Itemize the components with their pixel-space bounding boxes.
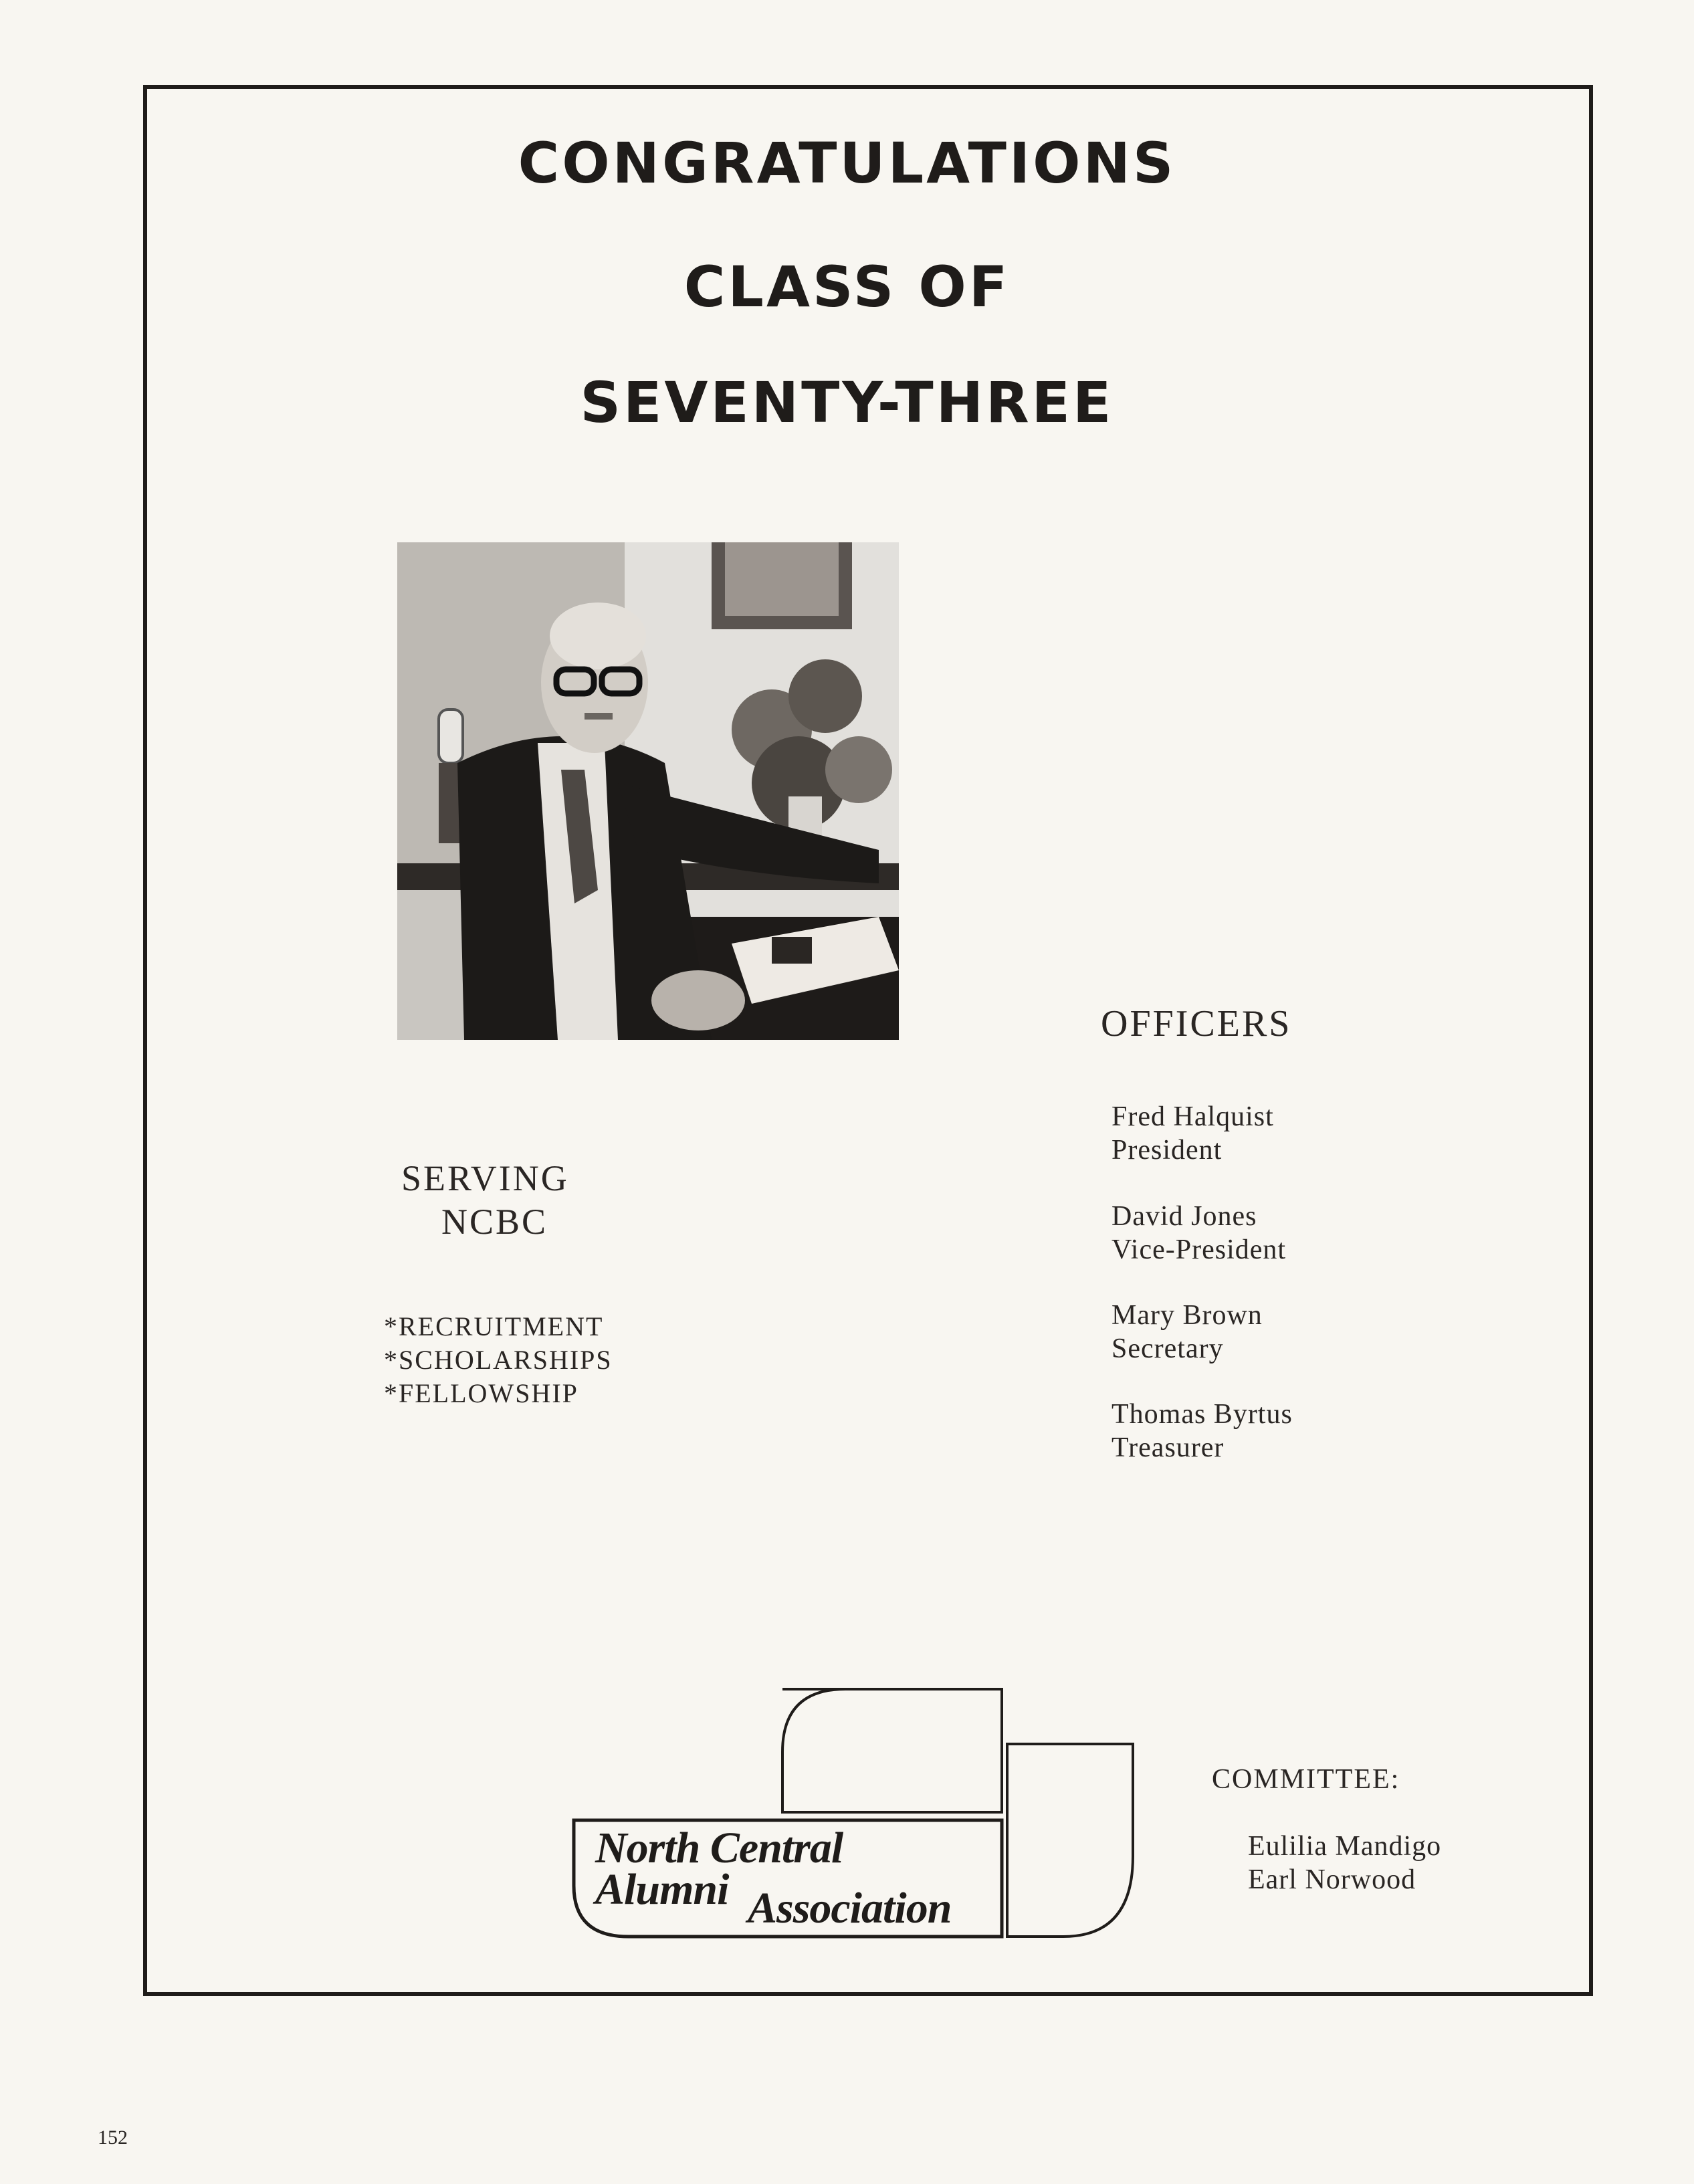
portrait-photo-illustration — [397, 542, 899, 1040]
service-item-fellowship: *FELLOWSHIP — [384, 1378, 578, 1408]
officer-name: David Jones — [1111, 1201, 1257, 1232]
heading-class-of: CLASS OF — [683, 254, 1011, 320]
officer-name: Mary Brown — [1111, 1300, 1263, 1331]
heading-seventy-three: SEVENTY-THREE — [580, 370, 1114, 435]
officer-title: Secretary — [1111, 1333, 1224, 1364]
logo-text-alumni: Alumni — [595, 1865, 729, 1914]
committee-member: Eulilia Mandigo — [1248, 1831, 1442, 1862]
officer-name: Fred Halquist — [1111, 1101, 1274, 1132]
portrait-photo — [397, 542, 899, 1040]
officer-title: Treasurer — [1111, 1432, 1225, 1463]
serving-heading: SERVING — [401, 1158, 569, 1198]
officer-title: President — [1111, 1135, 1223, 1166]
service-item-scholarships: *SCHOLARSHIPS — [384, 1345, 613, 1375]
logo-text-association: Association — [748, 1884, 952, 1933]
service-item-recruitment: *RECRUITMENT — [384, 1311, 604, 1341]
committee-heading: COMMITTEE: — [1212, 1764, 1400, 1795]
alumni-association-logo — [568, 1685, 1137, 1939]
officers-heading: OFFICERS — [1101, 1003, 1292, 1045]
officer-title: Vice-President — [1111, 1234, 1287, 1265]
heading-congratulations: CONGRATULATIONS — [518, 130, 1176, 196]
ncbc-heading: NCBC — [441, 1202, 548, 1242]
page-number: 152 — [98, 2126, 128, 2149]
logo-text-north-central: North Central — [595, 1824, 843, 1872]
officer-name: Thomas Byrtus — [1111, 1399, 1293, 1430]
committee-member: Earl Norwood — [1248, 1864, 1416, 1895]
